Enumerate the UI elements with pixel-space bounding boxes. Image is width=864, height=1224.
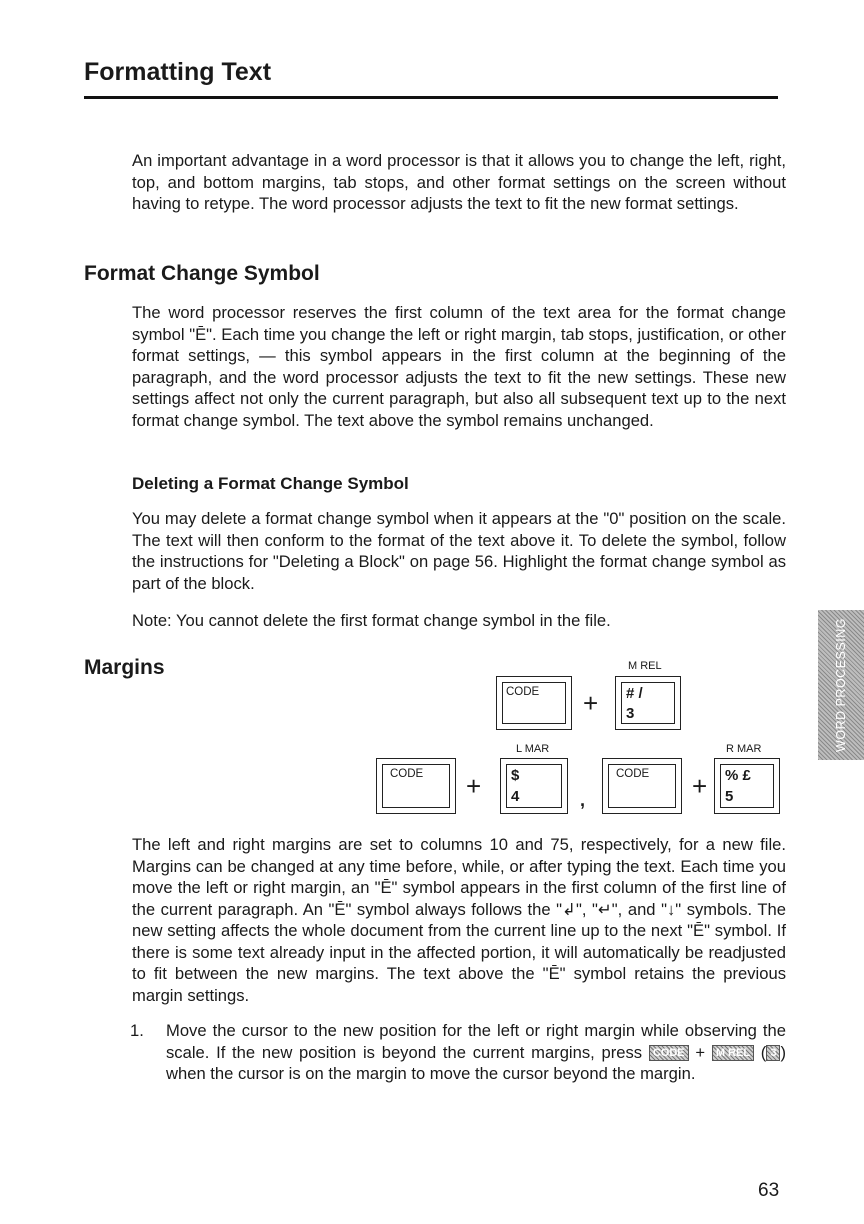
section-tab-label: WORD PROCESSING: [834, 618, 848, 752]
margins-heading: Margins: [84, 656, 165, 679]
rmar-5-key: % £ 5: [714, 758, 780, 814]
mrel-3-key: # / 3: [615, 676, 681, 730]
section-tab: [818, 610, 864, 760]
margins-steps: [130, 1020, 786, 1085]
comma-separator: ,: [580, 790, 586, 810]
deleting-paragraph: You may delete a format change symbol when it appears at the "0" position on the scale. The text will then conform to the format of the text above it. To delete the symbol, follow the instructions for "Deleting a Block" on page 56. Highlight the format change symbol as part of the block.: [132, 509, 786, 593]
mrel-label: M REL: [628, 660, 662, 672]
margins-paragraph: The left and right margins are set to columns 10 and 75, respectively, for a new file. Margins can be changed at any time before, while, or after typing the text. Each time you move the left or right margin, an "Ē" symbol appears in the first column of the first line of the current paragraph. An "Ē" symbol always follows the "↲", "↵", and "↓" symbols. The new setting affects the whole document from the current line up to the next "Ē" symbol. If there is some text already input in the affected portion, it will automatically be readjusted to fit between the new margins. The text above the "Ē" symbol retains the previous margin settings.: [132, 835, 786, 1005]
plus-sign: +: [583, 688, 599, 718]
code-key-inline: CODE: [649, 1045, 689, 1061]
deleting-note: Note: You cannot delete the first format change symbol in the file.: [132, 611, 611, 630]
list-item: 1. Move the cursor to the new position for the left or right margin while observing the scale. If the new position is beyond the current margins, press CODE + M REL ( 3 ) when the cursor is on the margin to move the cursor beyond the margin.: [130, 1021, 786, 1083]
code-key: CODE: [376, 758, 456, 814]
format-change-heading: Format Change Symbol: [84, 262, 320, 285]
plus-sign: +: [692, 771, 708, 801]
rmar-label: R MAR: [726, 743, 762, 755]
plus-sign: +: [466, 771, 482, 801]
lmar-label: L MAR: [516, 743, 550, 755]
three-key-inline: 3: [766, 1045, 780, 1061]
format-change-paragraph: The word processor reserves the first column of the text area for the format change symbol "Ē". Each time you change the left or right margin, tab stops, justification, or other format settings, — this symbol appears in the first column at the beginning of the paragraph, and the word processor adjusts the text to fit the new settings. These new settings affect not only the current paragraph, but also all subsequent text up to the next format change symbol. The text above the symbol remains unchanged.: [132, 303, 786, 430]
deleting-heading: Deleting a Format Change Symbol: [132, 474, 409, 493]
mrel-key-inline: M REL: [712, 1045, 754, 1061]
intro-paragraph: An important advantage in a word processor is that it allows you to change the left, right, top, and bottom margins, tab stops, and other format settings on the screen without having to retype. The word processor adjusts the text to fit the new format settings.: [132, 151, 786, 213]
code-key: CODE: [602, 758, 682, 814]
lmar-4-key: $ 4: [500, 758, 568, 814]
code-key: CODE: [496, 676, 572, 730]
title-rule: [84, 96, 778, 99]
page-title: Formatting Text: [84, 58, 272, 86]
page-number: 63: [758, 1180, 780, 1201]
